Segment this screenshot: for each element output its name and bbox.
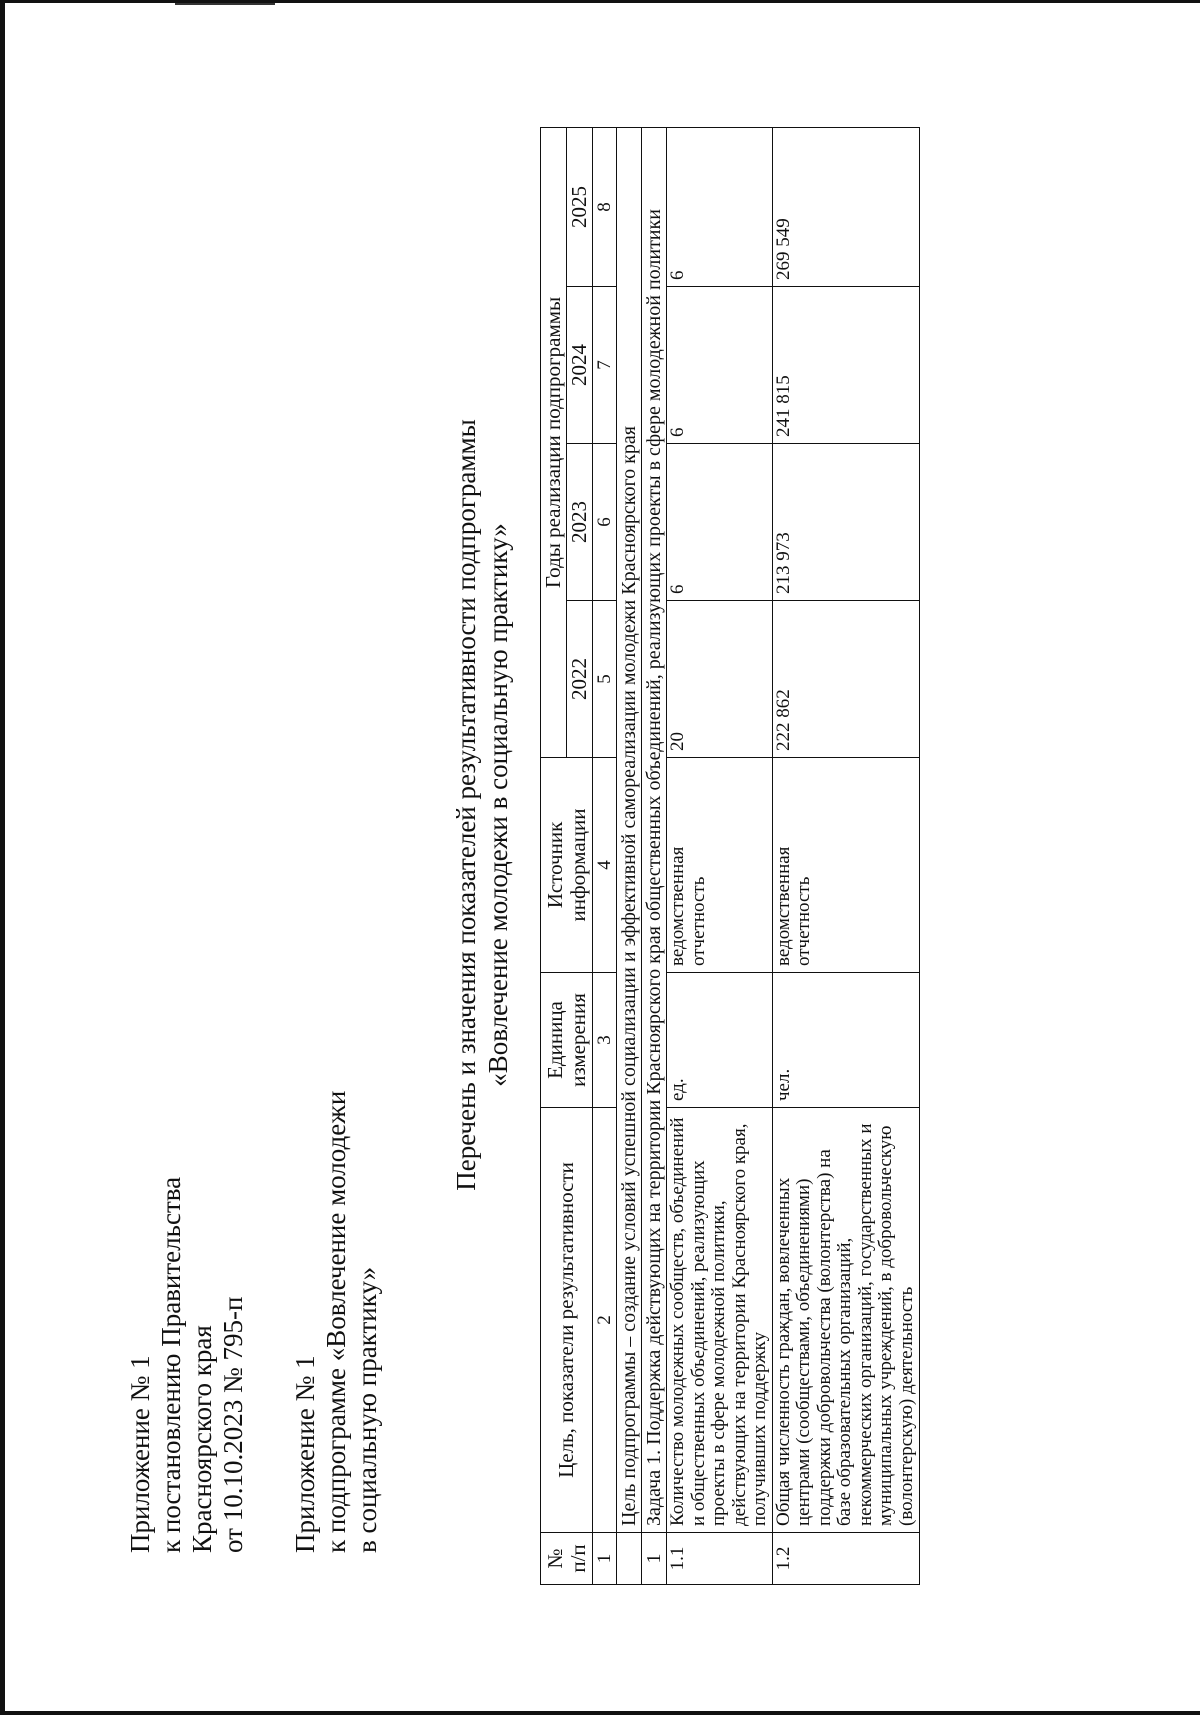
appendix-line: в социальную практику» [352, 1266, 382, 1553]
column-number: 1 [593, 1533, 617, 1585]
indicators-table [540, 127, 920, 1585]
header-indicator: Цель, показатели результативности [541, 1108, 593, 1533]
appendix-line: Красноярского края [187, 1325, 217, 1553]
task-row [642, 127, 667, 1584]
row-value-2024: 6 [667, 287, 773, 444]
goal-num-cell [617, 1533, 642, 1585]
title-line-2: «Вовлечение молодежи в социальную практику» [483, 523, 513, 1087]
row-source: ведомственная отчетность [667, 758, 773, 973]
row-unit: чел. [772, 973, 920, 1108]
header-years-group: Годы реализации подпрограммы [541, 127, 567, 757]
goal-text: Цель подпрограммы – создание условий успешной социализации и эффективной самореализации молодежи Красноярского края [617, 127, 642, 1532]
header-num: № п/п [541, 1533, 593, 1585]
row-value-2023: 213 973 [772, 444, 920, 601]
row-num: 1.1 [667, 1533, 773, 1585]
task-text: Задача 1. Поддержка действующих на территории Красноярского края общественных объединений, реализующих проекты в сфере молодежной политики [642, 127, 667, 1532]
header-source: Источник информации [541, 758, 593, 973]
header-year: 2024 [567, 287, 593, 444]
row-source: ведомственная отчетность [772, 758, 920, 973]
appendix-line: от 10.10.2023 № 795-п [218, 1296, 248, 1553]
column-number: 7 [593, 287, 617, 444]
appendix-line: Приложение № 1 [290, 1355, 320, 1553]
row-value-2024: 241 815 [772, 287, 920, 444]
header-unit: Единица измерения [541, 973, 593, 1108]
column-number: 8 [593, 127, 617, 286]
column-number: 5 [593, 601, 617, 758]
column-number: 2 [593, 1108, 617, 1533]
subprogram-appendix-header [290, 1091, 383, 1553]
row-value-2025: 269 549 [772, 127, 920, 286]
row-indicator: Общая численность граждан, вовлеченных центрами (сообществами, объединениями) поддержки добровольчества (волонтерства) на базе образовательных организаций, некоммерческих организаций, государственных и муниципальных учреждений, в добровольческую (волонтерскую) деятельность [772, 1108, 920, 1533]
column-number: 3 [593, 973, 617, 1108]
row-value-2023: 6 [667, 444, 773, 601]
column-number: 4 [593, 758, 617, 973]
row-value-2022: 20 [667, 601, 773, 758]
row-num: 1.2 [772, 1533, 920, 1585]
task-num: 1 [642, 1533, 667, 1585]
header-year: 2022 [567, 601, 593, 758]
appendix-line: Приложение № 1 [125, 1355, 155, 1553]
row-value-2022: 222 862 [772, 601, 920, 758]
column-number: 6 [593, 444, 617, 601]
header-year: 2023 [567, 444, 593, 601]
document-title [450, 155, 514, 1455]
row-indicator: Количество молодежных сообществ, объединений и общественных объединений, реализующих проекты в сфере молодежной политики, действующих на территории Красноярского края, получивших поддержку [667, 1108, 773, 1533]
header-year: 2025 [567, 127, 593, 286]
appendix-line: к постановлению Правительства [156, 1176, 186, 1553]
table-row [667, 127, 773, 1584]
row-unit: ед. [667, 973, 773, 1108]
appendix-line: к подпрограмме «Вовлечение молодежи [321, 1090, 351, 1553]
goal-row [617, 127, 642, 1584]
row-value-2025: 6 [667, 127, 773, 286]
header-row [541, 127, 567, 1584]
title-line-1: Перечень и значения показателей результативности подпрограммы [451, 419, 481, 1191]
table-row [772, 127, 920, 1584]
column-numbers-row [593, 127, 617, 1584]
appendix-header [125, 1177, 249, 1553]
